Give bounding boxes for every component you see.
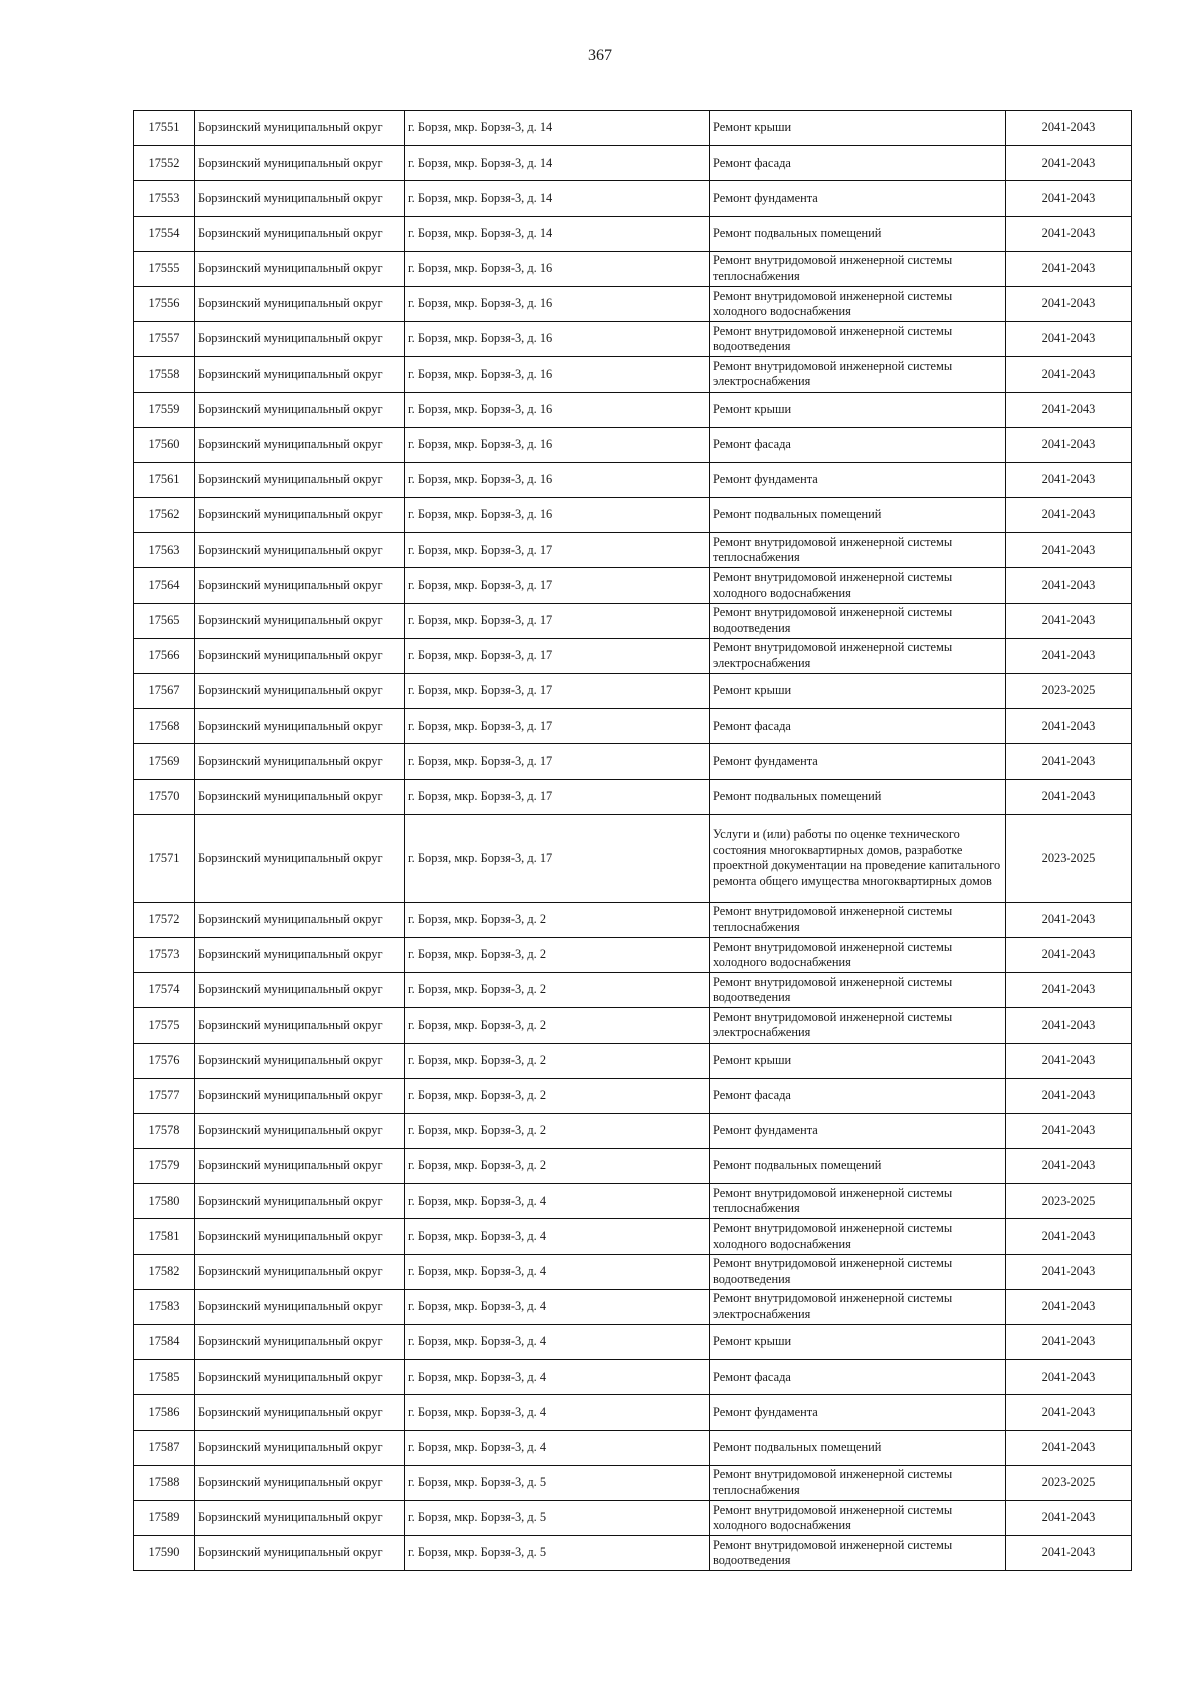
work-type-cell: Ремонт внутридомовой инженерной системы электроснабжения [710,638,1006,673]
period-cell: 2023-2025 [1006,814,1132,902]
address-cell: г. Борзя, мкр. Борзя-3, д. 16 [405,286,710,321]
table-row [134,603,1132,638]
work-type-cell: Ремонт подвальных помещений [710,1430,1006,1465]
row-number-cell: 17561 [134,462,195,497]
address-cell: г. Борзя, мкр. Борзя-3, д. 2 [405,1149,710,1184]
table-row [134,251,1132,286]
period-cell: 2041-2043 [1006,973,1132,1008]
row-number-cell: 17557 [134,322,195,357]
work-type-cell: Ремонт крыши [710,1043,1006,1078]
row-number-cell: 17552 [134,146,195,181]
address-cell: г. Борзя, мкр. Борзя-3, д. 2 [405,1078,710,1113]
row-number-cell: 17573 [134,937,195,972]
row-number-cell: 17580 [134,1184,195,1219]
row-number-cell: 17572 [134,902,195,937]
address-cell: г. Борзя, мкр. Борзя-3, д. 4 [405,1254,710,1289]
work-type-cell: Ремонт внутридомовой инженерной системы теплоснабжения [710,251,1006,286]
table-row [134,146,1132,181]
row-number-cell: 17581 [134,1219,195,1254]
row-number-cell: 17575 [134,1008,195,1043]
address-cell: г. Борзя, мкр. Борзя-3, д. 17 [405,779,710,814]
address-cell: г. Борзя, мкр. Борзя-3, д. 16 [405,322,710,357]
work-type-cell: Ремонт фундамента [710,1395,1006,1430]
address-cell: г. Борзя, мкр. Борзя-3, д. 14 [405,146,710,181]
row-number-cell: 17589 [134,1500,195,1535]
address-cell: г. Борзя, мкр. Борзя-3, д. 17 [405,814,710,902]
table-row [134,286,1132,321]
address-cell: г. Борзя, мкр. Борзя-3, д. 17 [405,568,710,603]
municipality-cell: Борзинский муниципальный округ [195,462,405,497]
work-type-cell: Ремонт фасада [710,427,1006,462]
municipality-cell: Борзинский муниципальный округ [195,1219,405,1254]
period-cell: 2041-2043 [1006,937,1132,972]
period-cell: 2041-2043 [1006,568,1132,603]
period-cell: 2041-2043 [1006,1113,1132,1148]
table-row [134,1500,1132,1535]
table-row [134,1254,1132,1289]
address-cell: г. Борзя, мкр. Борзя-3, д. 14 [405,181,710,216]
table-row [134,216,1132,251]
work-type-cell: Ремонт внутридомовой инженерной системы водоотведения [710,1536,1006,1571]
municipality-cell: Борзинский муниципальный округ [195,1254,405,1289]
municipality-cell: Борзинский муниципальный округ [195,1325,405,1360]
work-type-cell: Ремонт внутридомовой инженерной системы водоотведения [710,1254,1006,1289]
row-number-cell: 17568 [134,709,195,744]
address-cell: г. Борзя, мкр. Борзя-3, д. 5 [405,1500,710,1535]
municipality-cell: Борзинский муниципальный округ [195,181,405,216]
municipality-cell: Борзинский муниципальный округ [195,1536,405,1571]
work-type-cell: Ремонт фундамента [710,181,1006,216]
table-row [134,1430,1132,1465]
municipality-cell: Борзинский муниципальный округ [195,1395,405,1430]
period-cell: 2041-2043 [1006,1149,1132,1184]
address-cell: г. Борзя, мкр. Борзя-3, д. 16 [405,498,710,533]
period-cell: 2041-2043 [1006,709,1132,744]
municipality-cell: Борзинский муниципальный округ [195,568,405,603]
address-cell: г. Борзя, мкр. Борзя-3, д. 14 [405,216,710,251]
table-row [134,1536,1132,1571]
row-number-cell: 17590 [134,1536,195,1571]
work-type-cell: Ремонт фундамента [710,1113,1006,1148]
municipality-cell: Борзинский муниципальный округ [195,1500,405,1535]
row-number-cell: 17570 [134,779,195,814]
table-row [134,357,1132,392]
row-number-cell: 17569 [134,744,195,779]
address-cell: г. Борзя, мкр. Борзя-3, д. 4 [405,1289,710,1324]
municipality-cell: Борзинский муниципальный округ [195,638,405,673]
period-cell: 2041-2043 [1006,427,1132,462]
address-cell: г. Борзя, мкр. Борзя-3, д. 4 [405,1184,710,1219]
row-number-cell: 17574 [134,973,195,1008]
table-row [134,814,1132,902]
period-cell: 2041-2043 [1006,251,1132,286]
address-cell: г. Борзя, мкр. Борзя-3, д. 17 [405,603,710,638]
table-row [134,181,1132,216]
table-row [134,744,1132,779]
period-cell: 2041-2043 [1006,216,1132,251]
address-cell: г. Борзя, мкр. Борзя-3, д. 17 [405,709,710,744]
municipality-cell: Борзинский муниципальный округ [195,251,405,286]
row-number-cell: 17564 [134,568,195,603]
work-type-cell: Ремонт крыши [710,1325,1006,1360]
work-type-cell: Ремонт подвальных помещений [710,779,1006,814]
period-cell: 2041-2043 [1006,533,1132,568]
table-row [134,638,1132,673]
period-cell: 2041-2043 [1006,322,1132,357]
work-type-cell: Ремонт внутридомовой инженерной системы холодного водоснабжения [710,937,1006,972]
address-cell: г. Борзя, мкр. Борзя-3, д. 16 [405,392,710,427]
table-row [134,1395,1132,1430]
period-cell: 2041-2043 [1006,1289,1132,1324]
work-type-cell: Ремонт фасада [710,709,1006,744]
page-number: 367 [588,47,612,64]
municipality-cell: Борзинский муниципальный округ [195,709,405,744]
municipality-cell: Борзинский муниципальный округ [195,1430,405,1465]
municipality-cell: Борзинский муниципальный округ [195,902,405,937]
address-cell: г. Борзя, мкр. Борзя-3, д. 16 [405,251,710,286]
period-cell: 2041-2043 [1006,902,1132,937]
table-row [134,674,1132,709]
period-cell: 2041-2043 [1006,1043,1132,1078]
work-type-cell: Ремонт внутридомовой инженерной системы электроснабжения [710,1289,1006,1324]
table-row [134,392,1132,427]
address-cell: г. Борзя, мкр. Борзя-3, д. 5 [405,1465,710,1500]
table-row [134,462,1132,497]
municipality-cell: Борзинский муниципальный округ [195,1008,405,1043]
municipality-cell: Борзинский муниципальный округ [195,937,405,972]
period-cell: 2041-2043 [1006,1325,1132,1360]
work-type-cell: Ремонт подвальных помещений [710,216,1006,251]
municipality-cell: Борзинский муниципальный округ [195,1078,405,1113]
table-body [134,111,1132,1571]
period-cell: 2041-2043 [1006,111,1132,146]
table-row [134,1008,1132,1043]
municipality-cell: Борзинский муниципальный округ [195,603,405,638]
table-row [134,1325,1132,1360]
address-cell: г. Борзя, мкр. Борзя-3, д. 5 [405,1536,710,1571]
work-type-cell: Ремонт фасада [710,1360,1006,1395]
row-number-cell: 17585 [134,1360,195,1395]
table-row [134,902,1132,937]
row-number-cell: 17582 [134,1254,195,1289]
municipality-cell: Борзинский муниципальный округ [195,322,405,357]
period-cell: 2041-2043 [1006,181,1132,216]
row-number-cell: 17576 [134,1043,195,1078]
address-cell: г. Борзя, мкр. Борзя-3, д. 2 [405,973,710,1008]
row-number-cell: 17588 [134,1465,195,1500]
municipality-cell: Борзинский муниципальный округ [195,1289,405,1324]
row-number-cell: 17562 [134,498,195,533]
period-cell: 2041-2043 [1006,603,1132,638]
row-number-cell: 17583 [134,1289,195,1324]
work-type-cell: Ремонт внутридомовой инженерной системы теплоснабжения [710,533,1006,568]
municipality-cell: Борзинский муниципальный округ [195,1149,405,1184]
row-number-cell: 17586 [134,1395,195,1430]
period-cell: 2041-2043 [1006,1360,1132,1395]
row-number-cell: 17566 [134,638,195,673]
row-number-cell: 17577 [134,1078,195,1113]
municipality-cell: Борзинский муниципальный округ [195,973,405,1008]
municipality-cell: Борзинский муниципальный округ [195,533,405,568]
row-number-cell: 17560 [134,427,195,462]
period-cell: 2041-2043 [1006,357,1132,392]
work-type-cell: Ремонт внутридомовой инженерной системы водоотведения [710,322,1006,357]
table-row [134,1043,1132,1078]
municipality-cell: Борзинский муниципальный округ [195,216,405,251]
table-row [134,1360,1132,1395]
address-cell: г. Борзя, мкр. Борзя-3, д. 4 [405,1219,710,1254]
municipality-cell: Борзинский муниципальный округ [195,1113,405,1148]
row-number-cell: 17571 [134,814,195,902]
municipality-cell: Борзинский муниципальный округ [195,1043,405,1078]
row-number-cell: 17558 [134,357,195,392]
table-row [134,533,1132,568]
work-type-cell: Ремонт внутридомовой инженерной системы холодного водоснабжения [710,1500,1006,1535]
table-row [134,1113,1132,1148]
work-type-cell: Ремонт внутридомовой инженерной системы водоотведения [710,603,1006,638]
address-cell: г. Борзя, мкр. Борзя-3, д. 2 [405,1113,710,1148]
period-cell: 2041-2043 [1006,1395,1132,1430]
period-cell: 2041-2043 [1006,462,1132,497]
municipality-cell: Борзинский муниципальный округ [195,1465,405,1500]
work-type-cell: Услуги и (или) работы по оценке технического состояния многоквартирных домов, разработке проектной документации на проведение капитального ремонта общего имущества многоквартирных домов [710,814,1006,902]
work-type-cell: Ремонт подвальных помещений [710,498,1006,533]
table-row [134,1465,1132,1500]
address-cell: г. Борзя, мкр. Борзя-3, д. 4 [405,1325,710,1360]
address-cell: г. Борзя, мкр. Борзя-3, д. 16 [405,357,710,392]
period-cell: 2041-2043 [1006,286,1132,321]
municipality-cell: Борзинский муниципальный округ [195,1360,405,1395]
row-number-cell: 17555 [134,251,195,286]
work-type-cell: Ремонт внутридомовой инженерной системы теплоснабжения [710,1465,1006,1500]
work-type-cell: Ремонт внутридомовой инженерной системы холодного водоснабжения [710,1219,1006,1254]
period-cell: 2041-2043 [1006,1500,1132,1535]
period-cell: 2041-2043 [1006,146,1132,181]
work-type-cell: Ремонт подвальных помещений [710,1149,1006,1184]
table-row [134,937,1132,972]
work-type-cell: Ремонт внутридомовой инженерной системы холодного водоснабжения [710,286,1006,321]
work-type-cell: Ремонт крыши [710,111,1006,146]
row-number-cell: 17556 [134,286,195,321]
period-cell: 2041-2043 [1006,1430,1132,1465]
work-type-cell: Ремонт внутридомовой инженерной системы электроснабжения [710,357,1006,392]
table-row [134,973,1132,1008]
row-number-cell: 17565 [134,603,195,638]
period-cell: 2041-2043 [1006,392,1132,427]
period-cell: 2023-2025 [1006,674,1132,709]
row-number-cell: 17584 [134,1325,195,1360]
municipality-cell: Борзинский муниципальный округ [195,674,405,709]
work-type-cell: Ремонт внутридомовой инженерной системы электроснабжения [710,1008,1006,1043]
address-cell: г. Борзя, мкр. Борзя-3, д. 17 [405,638,710,673]
address-cell: г. Борзя, мкр. Борзя-3, д. 2 [405,1043,710,1078]
period-cell: 2041-2043 [1006,638,1132,673]
row-number-cell: 17587 [134,1430,195,1465]
municipality-cell: Борзинский муниципальный округ [195,814,405,902]
address-cell: г. Борзя, мкр. Борзя-3, д. 17 [405,674,710,709]
period-cell: 2023-2025 [1006,1184,1132,1219]
table-row [134,779,1132,814]
address-cell: г. Борзя, мкр. Борзя-3, д. 4 [405,1430,710,1465]
address-cell: г. Борзя, мкр. Борзя-3, д. 14 [405,111,710,146]
period-cell: 2041-2043 [1006,1254,1132,1289]
table-row [134,427,1132,462]
work-type-cell: Ремонт фундамента [710,744,1006,779]
table-row [134,1149,1132,1184]
period-cell: 2023-2025 [1006,1465,1132,1500]
row-number-cell: 17579 [134,1149,195,1184]
municipality-cell: Борзинский муниципальный округ [195,357,405,392]
work-type-cell: Ремонт крыши [710,674,1006,709]
table-row [134,1289,1132,1324]
period-cell: 2041-2043 [1006,498,1132,533]
table-row [134,498,1132,533]
address-cell: г. Борзя, мкр. Борзя-3, д. 17 [405,533,710,568]
work-type-cell: Ремонт фасада [710,146,1006,181]
municipality-cell: Борзинский муниципальный округ [195,392,405,427]
period-cell: 2041-2043 [1006,1536,1132,1571]
address-cell: г. Борзя, мкр. Борзя-3, д. 17 [405,744,710,779]
table-row [134,111,1132,146]
address-cell: г. Борзя, мкр. Борзя-3, д. 4 [405,1360,710,1395]
period-cell: 2041-2043 [1006,779,1132,814]
row-number-cell: 17563 [134,533,195,568]
address-cell: г. Борзя, мкр. Борзя-3, д. 2 [405,902,710,937]
municipality-cell: Борзинский муниципальный округ [195,1184,405,1219]
work-type-cell: Ремонт крыши [710,392,1006,427]
table-row [134,1078,1132,1113]
work-type-cell: Ремонт фасада [710,1078,1006,1113]
period-cell: 2041-2043 [1006,744,1132,779]
work-type-cell: Ремонт внутридомовой инженерной системы теплоснабжения [710,1184,1006,1219]
address-cell: г. Борзя, мкр. Борзя-3, д. 16 [405,462,710,497]
address-cell: г. Борзя, мкр. Борзя-3, д. 16 [405,427,710,462]
municipality-cell: Борзинский муниципальный округ [195,286,405,321]
row-number-cell: 17567 [134,674,195,709]
municipality-cell: Борзинский муниципальный округ [195,779,405,814]
row-number-cell: 17559 [134,392,195,427]
municipality-cell: Борзинский муниципальный округ [195,744,405,779]
period-cell: 2041-2043 [1006,1008,1132,1043]
table-row [134,322,1132,357]
row-number-cell: 17578 [134,1113,195,1148]
address-cell: г. Борзя, мкр. Борзя-3, д. 2 [405,937,710,972]
repair-schedule-table [133,110,1132,1571]
address-cell: г. Борзя, мкр. Борзя-3, д. 4 [405,1395,710,1430]
row-number-cell: 17551 [134,111,195,146]
municipality-cell: Борзинский муниципальный округ [195,498,405,533]
work-type-cell: Ремонт фундамента [710,462,1006,497]
municipality-cell: Борзинский муниципальный округ [195,427,405,462]
address-cell: г. Борзя, мкр. Борзя-3, д. 2 [405,1008,710,1043]
period-cell: 2041-2043 [1006,1219,1132,1254]
table-row [134,1219,1132,1254]
municipality-cell: Борзинский муниципальный округ [195,146,405,181]
work-type-cell: Ремонт внутридомовой инженерной системы холодного водоснабжения [710,568,1006,603]
work-type-cell: Ремонт внутридомовой инженерной системы теплоснабжения [710,902,1006,937]
table-row [134,1184,1132,1219]
row-number-cell: 17554 [134,216,195,251]
work-type-cell: Ремонт внутридомовой инженерной системы водоотведения [710,973,1006,1008]
period-cell: 2041-2043 [1006,1078,1132,1113]
table-row [134,568,1132,603]
municipality-cell: Борзинский муниципальный округ [195,111,405,146]
table-row [134,709,1132,744]
row-number-cell: 17553 [134,181,195,216]
